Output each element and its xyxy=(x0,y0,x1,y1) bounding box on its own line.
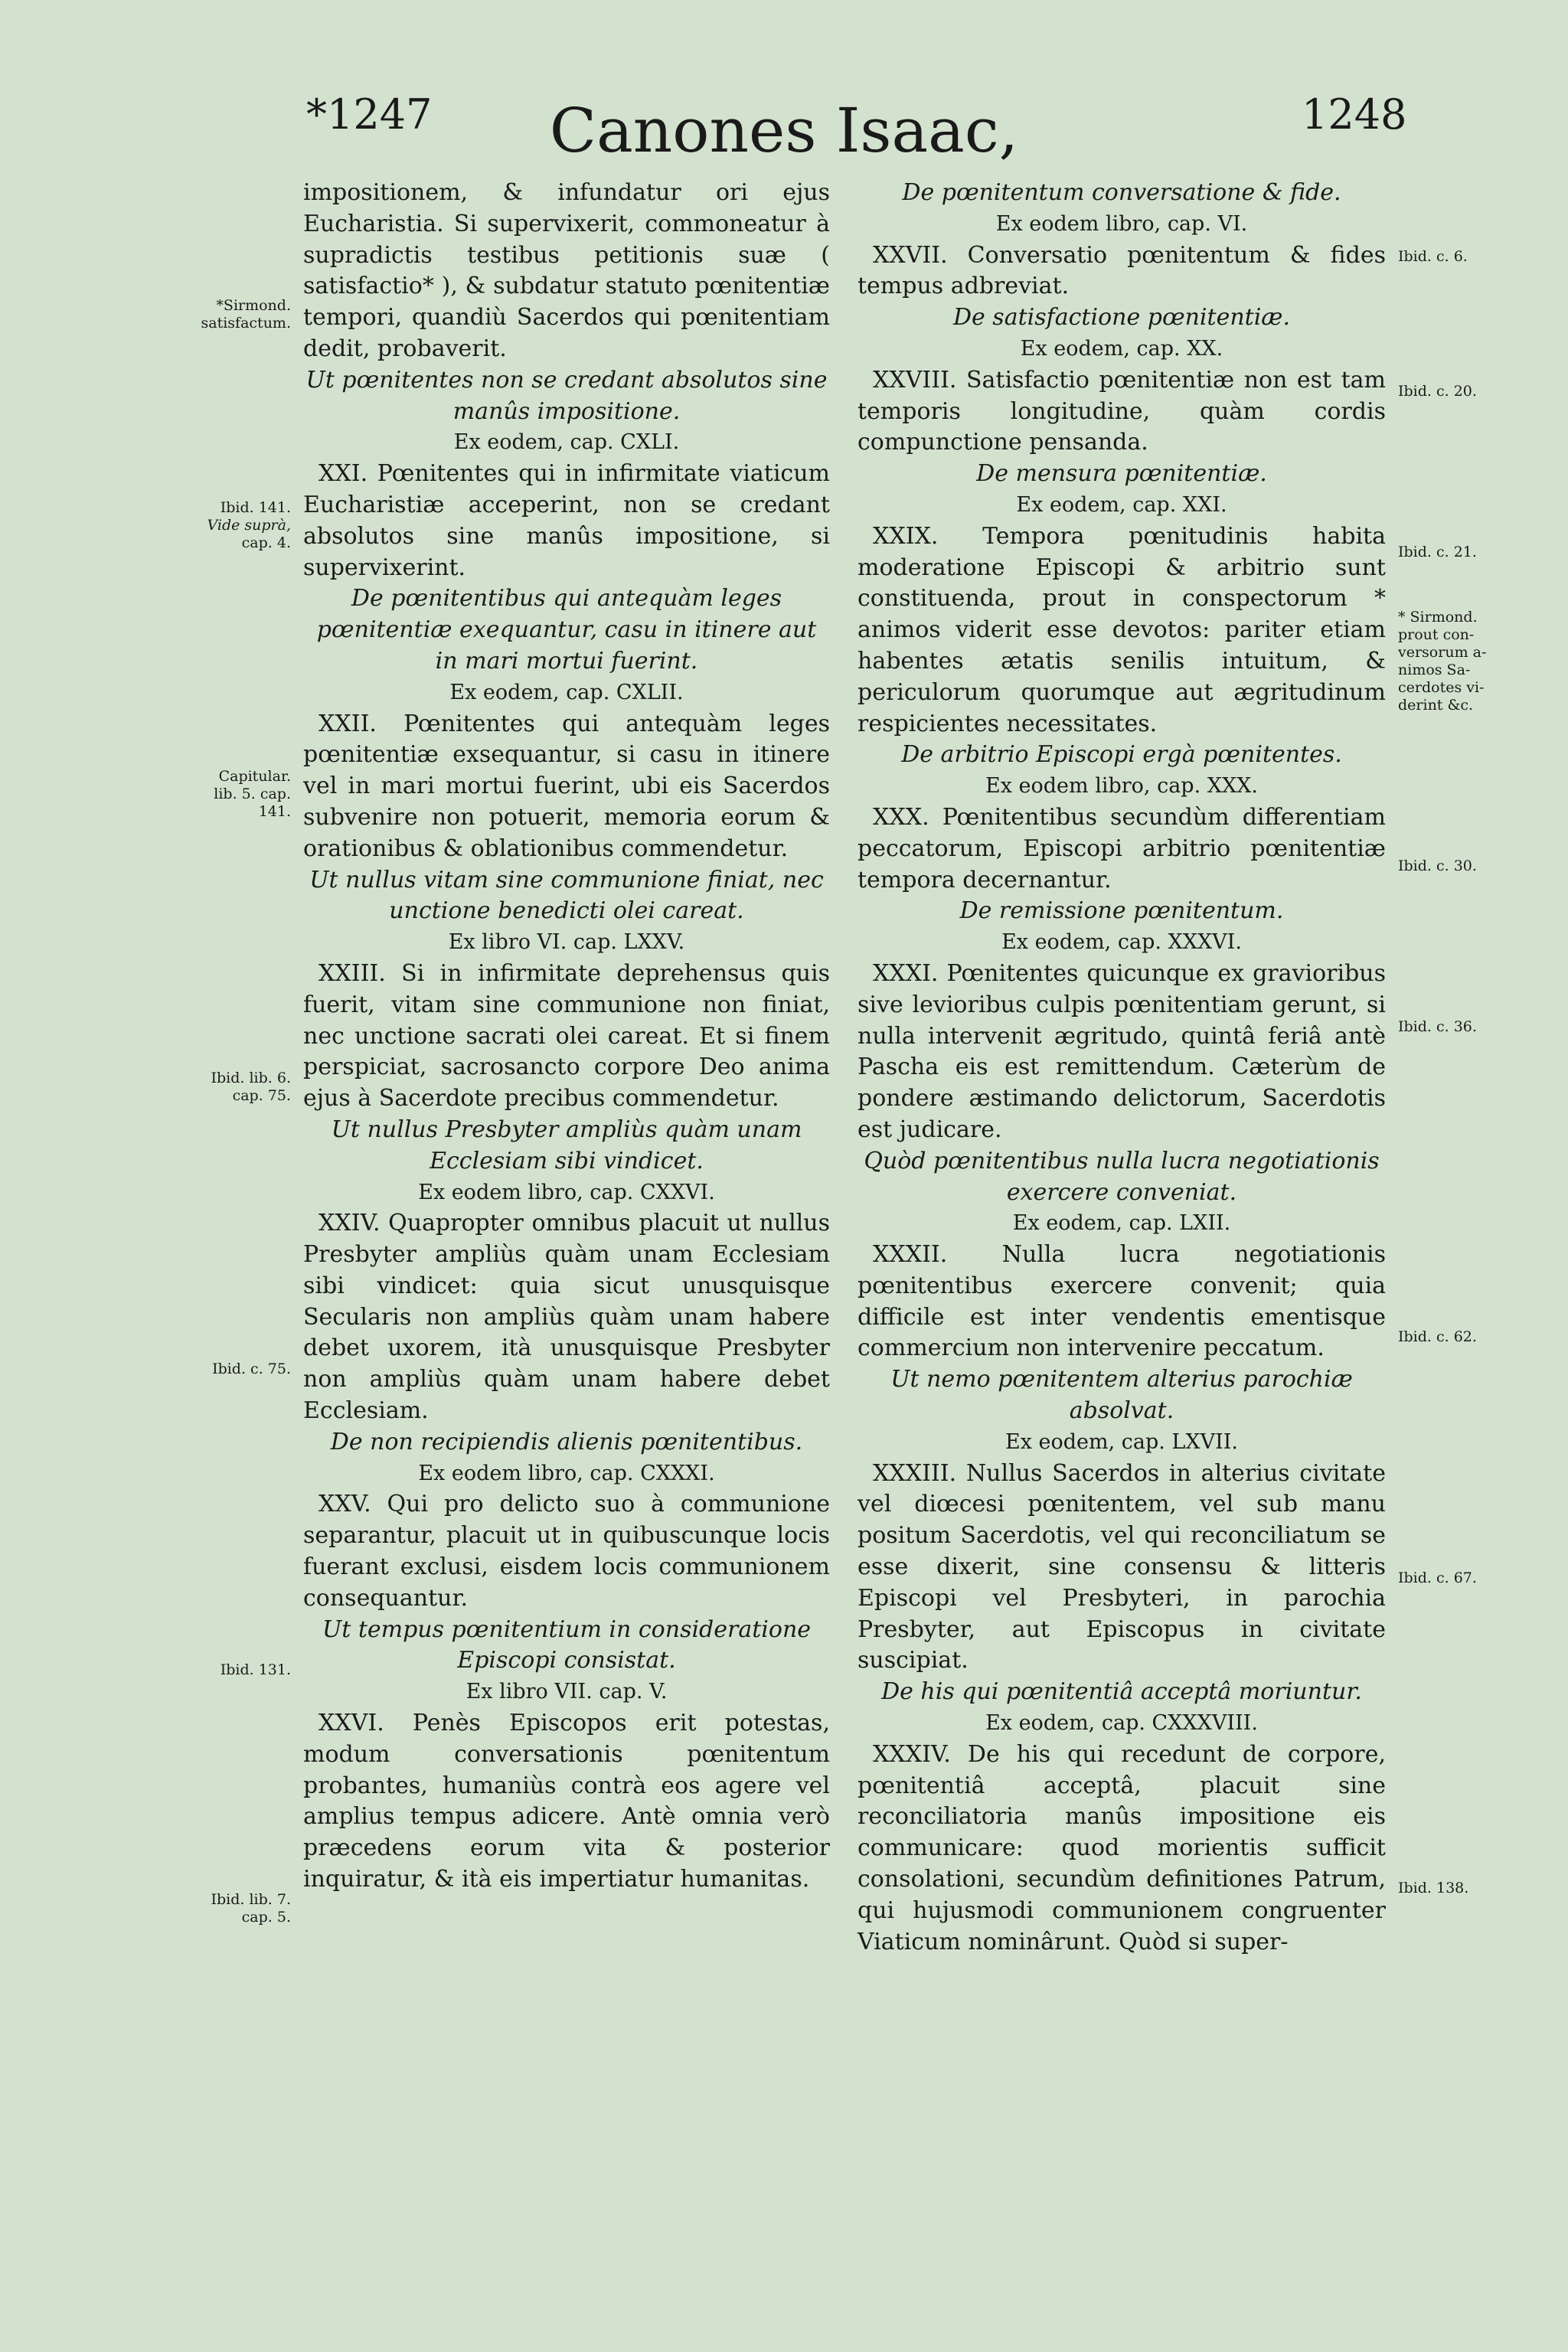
canon-30-source: Ex eodem libro, cap. XXX. xyxy=(985,774,1258,799)
canon-27-source: Ex eodem libro, cap. VI. xyxy=(995,211,1248,236)
left-page-number: *1247 xyxy=(306,90,433,139)
canon-22-title: De pœnitentibus qui antequàm leges pœnitentiæ exequantur, casu in itinere aut in mari mortui fuerint. xyxy=(316,585,817,675)
canon-20-continuation: impositionem, & infundatur ori ejus Eucharistia. Si supervixerit, commoneatur à supradictis testibus petitionis suæ ( satisfactio* ), & subdatur statuto pœnitentiæ tempori, quandiù Sacerdos qui pœnitentiam dedit, probaverit. xyxy=(303,179,830,362)
right-column xyxy=(858,178,1386,1958)
canon-25-source: Ex eodem libro, cap. CXXXI. xyxy=(418,1461,715,1485)
canon-25-title: De non recipiendis alienis pœnitentibus. xyxy=(330,1428,803,1455)
margin-note-ibid-lib-6: Ibid. lib. 6. cap. 75. xyxy=(211,1070,291,1104)
canon-26-text: XXVI. Penès Episcopos erit potestas, modum conversationis pœnitentum probantes, humaniùs contrà eos agere vel amplius tempus adicere. Antè omnia verò præcedens eorum vita & posterior inquiratur, & ità eis impertiatur humanitas. xyxy=(303,1710,830,1893)
canon-34-source: Ex eodem, cap. CXXXVIII. xyxy=(985,1711,1258,1736)
margin-note-sirmond-right: * Sirmond. prout con- versorum a- nimos Sa- cerdotes vi- derint &c. xyxy=(1398,609,1487,714)
canon-29-text: XXIX. Tempora pœnitudinis habita moderatione Episcopi & arbitrio sunt constituenda, prout in conspectorum * animos viderit esse devotos: pariter etiam habentes ætatis senilis intuitum, & periculorum quorumque aut ægritudinum respicientes necessitates. xyxy=(858,522,1386,737)
canon-21-text: XXI. Pœnitentes qui in infirmitate viaticum Eucharistiæ acceperint, non se credant absolutos sine manûs impositione, si supervixerint. xyxy=(303,460,830,581)
canon-32-source: Ex eodem, cap. LXII. xyxy=(1012,1211,1231,1236)
left-column xyxy=(303,178,830,1896)
margin-note-ibid-c-6: Ibid. c. 6. xyxy=(1398,248,1468,265)
margin-note-ibid-c-62: Ibid. c. 62. xyxy=(1398,1328,1477,1345)
canon-22-text: XXII. Pœnitentes qui antequàm leges pœnitentiæ exsequantur, si casu in itinere vel in mari mortui fuerint, ubi eis Sacerdos subvenire non potuerit, memoria eorum & orationibus & oblationibus commendetur. xyxy=(303,710,830,862)
canon-28-source: Ex eodem, cap. XX. xyxy=(1020,336,1223,361)
canon-26-source: Ex libro VII. cap. V. xyxy=(466,1680,668,1704)
canon-31-text: XXXI. Pœnitentes quicunque ex gravioribus sive levioribus culpis pœnitentiam gerunt, si nulla intervenit ægritudo, quintâ feriâ antè Pascha eis est remittendum. Cæterùm de pondere æstimando delictorum, Sacerdotis est judicare. xyxy=(858,959,1386,1143)
canon-30-text: XXX. Pœnitentibus secundùm differentiam peccatorum, Episcopi arbitrio pœnitentiæ tempora decernantur. xyxy=(858,803,1386,893)
canon-22-source: Ex eodem, cap. CXLII. xyxy=(449,680,684,704)
canon-33-title: Ut nemo pœnitentem alterius parochiæ absolvat. xyxy=(890,1366,1353,1425)
canon-34-title: De his qui pœnitentiâ acceptâ moriuntur. xyxy=(881,1678,1362,1706)
canon-23-title: Ut nullus vitam sine communione finiat, nec unctione benedicti olei careat. xyxy=(309,866,824,925)
margin-note-ibid-lib-7: Ibid. lib. 7. cap. 5. xyxy=(211,1891,291,1926)
margin-note-capitular: Capitular. lib. 5. cap. 141. xyxy=(214,768,291,820)
margin-note-ibid-131: Ibid. 131. xyxy=(220,1661,291,1678)
margin-note-ibid-c-21: Ibid. c. 21. xyxy=(1398,544,1477,560)
margin-note-ibid-c-30: Ibid. c. 30. xyxy=(1398,858,1477,874)
canon-31-source: Ex eodem, cap. XXXVI. xyxy=(1001,930,1242,955)
canon-33-source: Ex eodem, cap. LXVII. xyxy=(1004,1429,1238,1454)
canon-26-title: Ut tempus pœnitentium in consideratione Episcopi consistat. xyxy=(322,1615,812,1674)
margin-note-ibid-c-67: Ibid. c. 67. xyxy=(1398,1570,1477,1586)
canon-24-source: Ex eodem libro, cap. CXXVI. xyxy=(418,1180,715,1204)
right-page-number: 1248 xyxy=(1302,90,1407,139)
canon-34-text: XXXIV. De his qui recedunt de corpore, pœnitentiâ acceptâ, placuit sine reconciliatoria manûs impositione eis communicare: quod morientis sufficit consolationi, secundùm definitiones Patrum, qui hujusmodi communionem congruenter Viaticum nominârunt. Quòd si super- xyxy=(858,1740,1386,1955)
canon-27-text: XXVII. Conversatio pœnitentum & fides tempus adbreviat. xyxy=(858,241,1386,300)
canon-24-text: XXIV. Quapropter omnibus placuit ut nullus Presbyter ampliùs quàm unam Ecclesiam sibi vindicet: quia sicut unusquisque Secularis non ampliùs quàm unam habere debet uxorem, ità unusquisque Presbyter non ampliùs quàm unam habere debet Ecclesiam. xyxy=(303,1210,830,1425)
margin-note-ibid-141: Ibid. 141. Vide suprà, cap. 4. xyxy=(207,499,291,551)
canon-21-title: Ut pœnitentes non se credant absolutos sine manûs impositione. xyxy=(305,366,828,425)
canon-29-source: Ex eodem, cap. XXI. xyxy=(1016,492,1227,517)
margin-note-ibid-c-75: Ibid. c. 75. xyxy=(212,1361,291,1377)
canon-28-title: De satisfactione pœnitentiæ. xyxy=(952,304,1291,332)
canon-25-text: XXV. Qui pro delicto suo à communione separantur, placuit ut in quibuscunque locis fuerant exclusi, eisdem locis communionem consequantur. xyxy=(303,1491,830,1612)
canon-30-title: De arbitrio Episcopi ergà pœnitentes. xyxy=(901,741,1342,769)
canon-27-title: De pœnitentum conversatione & fide. xyxy=(902,179,1341,206)
canon-23-source: Ex libro VI. cap. LXXV. xyxy=(448,930,685,955)
canon-32-text: XXXII. Nulla lucra negotiationis pœnitentibus exercere convenit; quia difficile est inter vendentis ementisque commercium non intervenire peccatum. xyxy=(858,1241,1386,1362)
running-title: Canones Isaac, xyxy=(549,95,1019,166)
margin-note-sirmond-left: *Sirmond. satisfactum. xyxy=(201,297,291,332)
canon-32-title: Quòd pœnitentibus nulla lucra negotiationis exercere conveniat. xyxy=(864,1147,1380,1206)
margin-note-ibid-c-36: Ibid. c. 36. xyxy=(1398,1018,1477,1035)
margin-note-ibid-c-20: Ibid. c. 20. xyxy=(1398,383,1477,400)
canon-31-title: De remissione pœnitentum. xyxy=(959,897,1284,925)
canon-29-title: De mensura pœnitentiæ. xyxy=(976,460,1267,488)
canon-24-title: Ut nullus Presbyter ampliùs quàm unam Ecclesiam sibi vindicet. xyxy=(331,1116,802,1174)
canon-21-source: Ex eodem, cap. CXLI. xyxy=(453,430,680,455)
margin-note-ibid-138: Ibid. 138. xyxy=(1398,1880,1469,1896)
canon-28-text: XXVIII. Satisfactio pœnitentiæ non est tam temporis longitudine, quàm cordis compunctione pensanda. xyxy=(858,366,1386,456)
canon-33-text: XXXIII. Nullus Sacerdos in alterius civitate vel diœcesi pœnitentem, vel sub manu positum Sacerdotis, vel qui reconciliatum se esse dixerit, sine consensu & litteris Episcopi vel Presbyteri, in parochia Presbyter, aut Episcopus in civitate suscipiat. xyxy=(858,1459,1386,1674)
canon-23-text: XXIII. Si in infirmitate deprehensus quis fuerit, vitam sine communione non finiat, nec unctione sacrati olei careat. Et si finem perspiciat, sacrosancto corpore Deo anima ejus à Sacerdote precibus commendetur. xyxy=(303,959,830,1112)
